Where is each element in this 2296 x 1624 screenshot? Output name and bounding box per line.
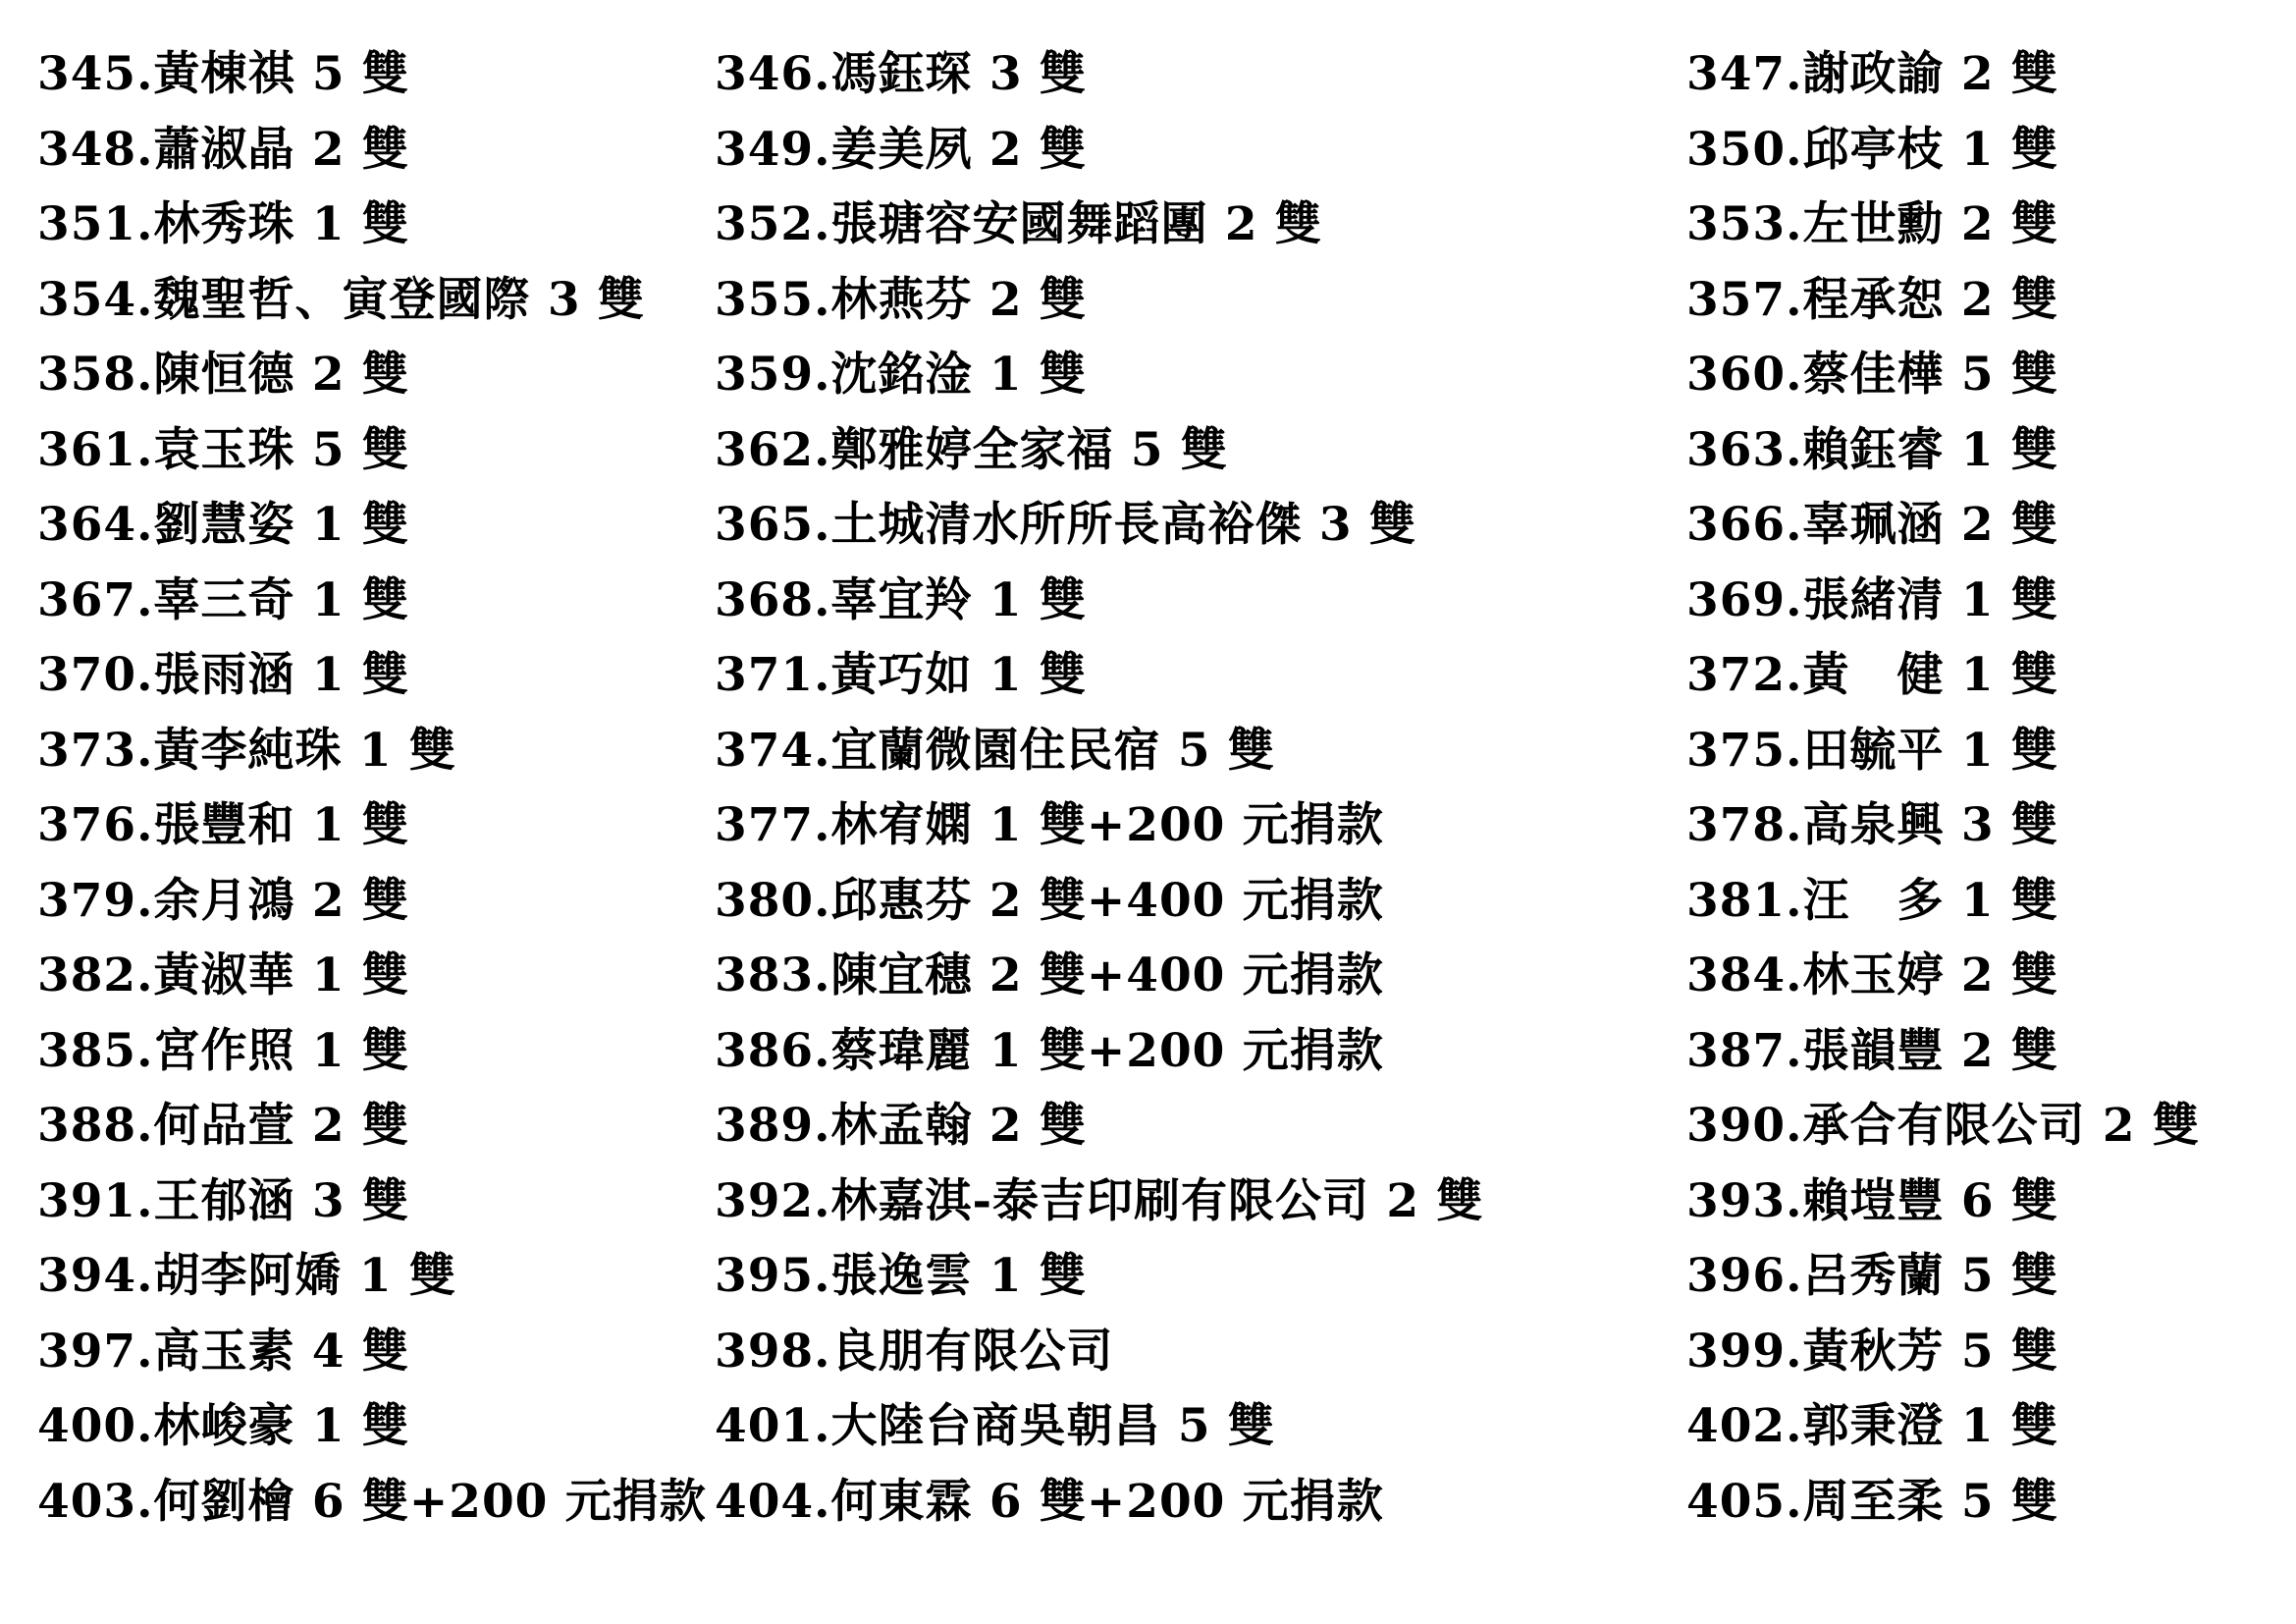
- donor-entry: 376.張豐和 1 雙: [37, 798, 409, 852]
- donor-entry: 375.田毓平 1 雙: [1686, 723, 2058, 778]
- donor-row: [0, 37, 2296, 113]
- donor-entry: 388.何品萱 2 雙: [37, 1099, 409, 1153]
- donor-row: [0, 1389, 2296, 1465]
- donor-entry: 355.林燕芬 2 雙: [715, 272, 1087, 327]
- donor-row: [0, 338, 2296, 413]
- donor-entry: 365.土城清水所所長高裕傑 3 雙: [715, 498, 1416, 552]
- donor-entry: 371.黃巧如 1 雙: [715, 648, 1087, 702]
- donor-row: [0, 1315, 2296, 1390]
- donor-row: [0, 1014, 2296, 1090]
- donor-entry: 373.黃李純珠 1 雙: [37, 723, 456, 778]
- donor-entry: 374.宜蘭微園住民宿 5 雙: [715, 723, 1275, 778]
- donor-row: [0, 1089, 2296, 1164]
- donor-list: [0, 37, 2296, 1540]
- donor-entry: 362.鄭雅婷全家福 5 雙: [715, 422, 1228, 477]
- donor-entry: 395.張逸雲 1 雙: [715, 1249, 1087, 1303]
- donor-row: [0, 263, 2296, 339]
- donor-entry: 399.黃秋芳 5 雙: [1686, 1324, 2058, 1379]
- donor-entry: 357.程承恕 2 雙: [1686, 272, 2058, 327]
- donor-row: [0, 564, 2296, 639]
- donor-entry: 377.林宥嫻 1 雙+200 元捐款: [715, 798, 1384, 852]
- donor-entry: 354.魏聖哲、寅登國際 3 雙: [37, 272, 645, 327]
- donor-entry: 367.辜三奇 1 雙: [37, 572, 409, 627]
- donor-entry: 366.辜珮涵 2 雙: [1686, 498, 2058, 552]
- donor-entry: 401.大陸台商吳朝昌 5 雙: [715, 1399, 1275, 1453]
- donor-entry: 402.郭秉澄 1 雙: [1686, 1399, 2058, 1453]
- donor-entry: 359.沈銘淦 1 雙: [715, 348, 1087, 402]
- donor-entry: 360.蔡佳樺 5 雙: [1686, 348, 2058, 402]
- donor-entry: 368.辜宜羚 1 雙: [715, 572, 1087, 627]
- donor-entry: 349.姜美夙 2 雙: [715, 122, 1087, 177]
- donor-entry: 405.周至柔 5 雙: [1686, 1474, 2058, 1529]
- donor-entry: 350.邱亭枝 1 雙: [1686, 122, 2058, 177]
- donor-row: [0, 1239, 2296, 1315]
- donor-row: [0, 488, 2296, 564]
- donor-row: [0, 413, 2296, 489]
- donor-row: [0, 1465, 2296, 1541]
- donor-entry: 385.宮作照 1 雙: [37, 1023, 409, 1078]
- donor-entry: 394.胡李阿嬌 1 雙: [37, 1249, 456, 1303]
- donor-entry: 351.林秀珠 1 雙: [37, 197, 409, 251]
- donor-entry: 396.呂秀蘭 5 雙: [1686, 1249, 2058, 1303]
- donor-entry: 379.余月鴻 2 雙: [37, 873, 409, 928]
- donor-entry: 393.賴塏豐 6 雙: [1686, 1173, 2058, 1228]
- donor-entry: 382.黃淑華 1 雙: [37, 948, 409, 1002]
- donor-row: [0, 1164, 2296, 1240]
- donor-entry: 381.汪 多 1 雙: [1686, 873, 2058, 928]
- donor-entry: 353.左世勳 2 雙: [1686, 197, 2058, 251]
- donor-entry: 386.蔡瑋麗 1 雙+200 元捐款: [715, 1023, 1384, 1078]
- donor-row: [0, 788, 2296, 864]
- donor-entry: 352.張瑭容安國舞蹈團 2 雙: [715, 197, 1322, 251]
- donor-entry: 363.賴鈺睿 1 雙: [1686, 422, 2058, 477]
- donor-entry: 358.陳恒德 2 雙: [37, 348, 409, 402]
- donor-entry: 346.馮鈺琛 3 雙: [715, 47, 1087, 101]
- donor-entry: 398.良朋有限公司: [715, 1324, 1114, 1379]
- donor-entry: 378.高泉興 3 雙: [1686, 798, 2058, 852]
- donor-entry: 387.張韻豐 2 雙: [1686, 1023, 2058, 1078]
- donor-entry: 390.承合有限公司 2 雙: [1686, 1099, 2200, 1153]
- donor-entry: 404.何東霖 6 雙+200 元捐款: [715, 1474, 1384, 1529]
- donor-entry: 383.陳宜穗 2 雙+400 元捐款: [715, 948, 1384, 1002]
- donor-entry: 372.黃 健 1 雙: [1686, 648, 2058, 702]
- donor-row: [0, 638, 2296, 714]
- donor-entry: 369.張緒清 1 雙: [1686, 572, 2058, 627]
- donor-entry: 391.王郁涵 3 雙: [37, 1173, 409, 1228]
- donor-entry: 348.蕭淑晶 2 雙: [37, 122, 409, 177]
- donor-row: [0, 939, 2296, 1014]
- donor-entry: 380.邱惠芬 2 雙+400 元捐款: [715, 873, 1384, 928]
- donor-entry: 361.袁玉珠 5 雙: [37, 422, 409, 477]
- donor-row: [0, 113, 2296, 189]
- donor-entry: 392.林嘉淇-泰吉印刷有限公司 2 雙: [715, 1173, 1484, 1228]
- donor-entry: 347.謝政諭 2 雙: [1686, 47, 2058, 101]
- donor-entry: 384.林玉婷 2 雙: [1686, 948, 2058, 1002]
- donor-entry: 345.黃棟祺 5 雙: [37, 47, 409, 101]
- donor-row: [0, 714, 2296, 789]
- donor-entry: 403.何劉檜 6 雙+200 元捐款: [37, 1474, 707, 1529]
- donor-row: [0, 864, 2296, 940]
- donor-entry: 400.林峻豪 1 雙: [37, 1399, 409, 1453]
- donor-entry: 370.張雨涵 1 雙: [37, 648, 409, 702]
- donor-row: [0, 188, 2296, 263]
- donor-entry: 364.劉慧姿 1 雙: [37, 498, 409, 552]
- donor-entry: 397.高玉素 4 雙: [37, 1324, 409, 1379]
- donor-entry: 389.林孟翰 2 雙: [715, 1099, 1087, 1153]
